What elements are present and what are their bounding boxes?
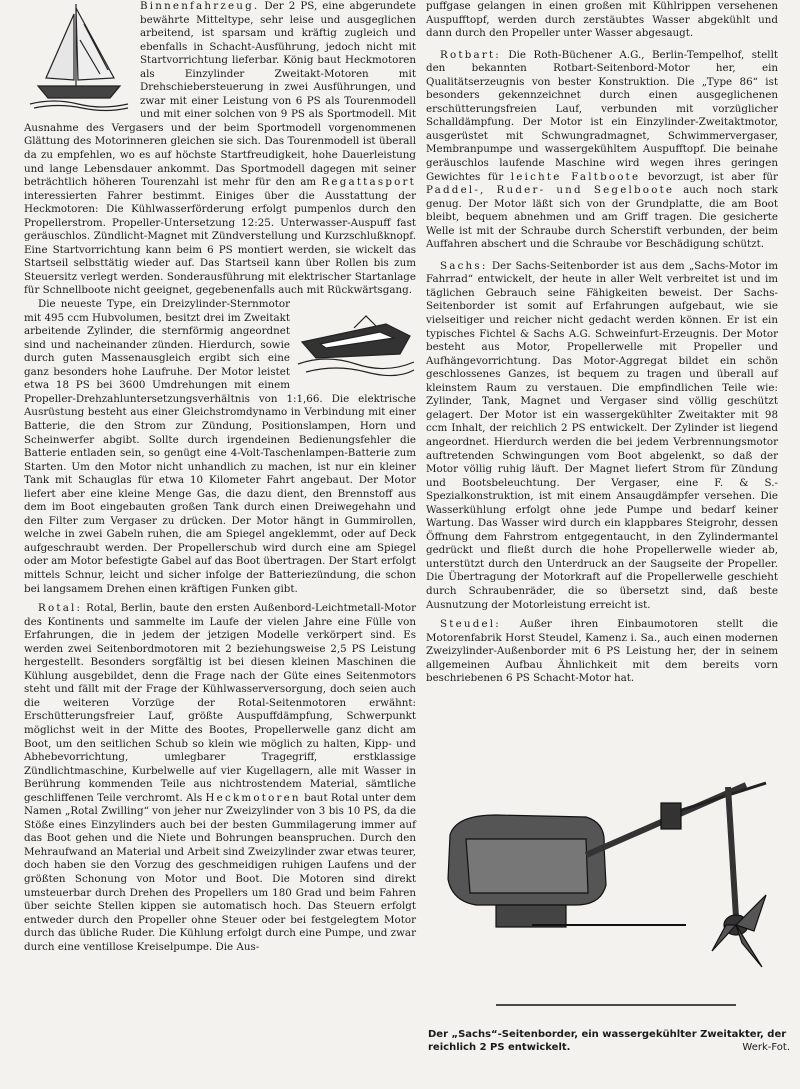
motorboat-illustration [296, 302, 416, 382]
left-column [24, 0, 416, 954]
paragraph-steudel: Außer ihren Einbaumotoren stellt die Motorenfabrik Horst Steudel, Kamenz i. Sa., auch einen modernen Zweizylinder-Außenborder mit 6 PS Leistung her, der in seinem allgemeinen Aufbau Ähnlichkeit mit dem bereits vorn beschriebenen 6 PS Schacht-Motor hat. [426, 618, 778, 685]
figure-caption: Der „Sachs“-Seitenborder, ein wassergekühlter Zweitakter, der reichlich 2 PS entwickelt. Werk-Fot. [428, 1029, 790, 1053]
emphasis-heckmotoren: Heckmotoren [205, 791, 301, 804]
paragraph-rotal: Rotal, Berlin, baute den ersten Außenbord-Leichtmetall-Motor des Kontinents und sammelte im Laufe der vielen Jahre eine Fülle von Erfahrungen, die in jedem der jetzigen Modelle verkörpert sind. Es werden zwei Seitenbordmotoren mit 2 beziehungsweise 2,5 PS Leistung hergestellt. Besonders sorgfältig ist bei diesen kleinen Maschinen die Kühlung ausgebildet, denn die Frage nach der Güte eines Seitenmotors steht und fällt mit der Frage der Kühlwasserversorgung, doch seien auch die weiteren Vorzüge der Rotal-Seitenmotoren erwähnt: Erschütterungsfreier Lauf, größte Auspuffdämpfung, Schwerpunkt möglichst weit in der Mitte des Bootes, Propellerwelle ganz dicht am Boot, um den seitlichen Schub so klein wie möglich zu halten, Kipp- und Abhebevorrichtung, umlegbarer Tragegriff, erstklassige Zündlichtmaschine, Kurbelwelle auf vier Kugellagern, alle mit Wasser in Berührung kommenden Teile aus nichtrostendem Material, sämtliche geschliffenen Teile verchromt. Als [24, 602, 416, 804]
emphasis-faltboote: leichte Faltboote [510, 170, 641, 183]
paragraph-rotbart: Die Roth-Büchener A.G., Berlin-Tempelhof, stellt den bekannten Rotbart-Seitenbord-Motor her, ein Qualitätserzeugnis von bester Konstruktion. Die „Type 86“ ist besonders gekennzeichnet durch einen ausgeglichenen erschütterungsfreien Lauf, verbunden mit vorzüglicher Schalldämpfung. Der Motor ist ein Einzylinder-Zweitaktmotor, ausgerüstet mit Schwungradmagnet, Schwimmervergaser, Membranpumpe und wassergekühltem Auspufftopf. Die beinahe geräuschlos laufende Maschine wird wegen ihres geringen Gewichtes für [426, 48, 778, 183]
paragraph-rotal-b: baut Rotal unter dem Namen „Rotal Zwilling“ von jeher nur Zweizylinder von 3 bis 10 PS, da die Stöße eines Einzylinders auch bei der besten Gummilagerung immer auf das Boot gehen und die Niete und Bohrungen beanspruchen. Durch den Mehraufwand an Material und Arbeit sind Zweizylinder zwar etwas teurer, doch haben sie den Vorzug des geschmeidigen ruhigen Laufens und der größten Schonung von Motor und Boot. Die Motoren sind direkt umsteuerbar durch Drehen des Propellers um 180 Grad und beim Fahren über seichte Stellen kippen sie automatisch hoch. Das Steuern erfolgt entweder durch den Propeller ohne Steuer oder bei festgelegtem Motor durch das übliche Ruder. Die Kühlung erfolgt durch eine Pumpe, und zwar durch eine ventillose Kreiselpumpe. Die Aus- [24, 791, 417, 953]
section-heading-rotal: Rotal: [38, 602, 83, 615]
sailboat-illustration [24, 0, 134, 112]
emphasis-regattasport: Regattasport [321, 176, 416, 189]
paragraph-binnenfahrzeug: Der 2 PS, eine abgerundete bewährte Mitteltype, sehr leise und ausgeglichen arbeitend, ist sparsam und kräftig zugleich und ebenfalls in Schacht-Ausführung, jedoch nicht mit Startvorrichtung lieferbar. König baut Heckmotoren als Einzylinder Zweitakt-Motoren mit Drehschiebersteuerung in zwei Ausführungen, und zwar mit einer Leistung von 6 PS als Tourenmodell und mit einer solchen von 9 PS als Sportmodell. Mit Ausnahme des Vergasers und der beim Sportmodell vorgenommenen Glättung des Motorinneren gleichen sie sich. Das Tourenmodell ist überall da zu empfehlen, wo es auf höchste Startfreudigkeit, hohe Dauerleistung und lange Lebensdauer ankommt. Das Sportmodell dagegen mit seiner beträchtlich höheren Tourenzahl ist mehr für den am [24, 0, 416, 189]
section-heading-steudel: Steudel: [440, 618, 501, 631]
outboard-motor-photo [436, 775, 776, 1025]
paragraph-continuation: puffgase gelangen in einen großen mit Kühlrippen versehenen Auspufftopf, werden durch zerstäubtes Wasser abgekühlt und dann durch den Propeller unter Wasser abgesaugt. [426, 0, 778, 40]
paragraph-binnenfahrzeug-tail: interessierten Fahrer bestimmt. Einiges über die Ausstattung der Heckmotoren: Die Kühlwasserförderung erfolgt pumpenlos durch den Propellerstrom. Propeller-Untersetzung 12:25. Unterwasser-Auspuff fast geräuschlos. Zündlicht-Magnet mit Zündverstellung und Kurzschlußknopf. Eine Startvorrichtung kann beim 6 PS montiert werden, sie wickelt das Startseil selbsttätig wieder auf. Das Startseil kann über Rollen bis zum Steuersitz verlegt werden. Sonderausführung mit elektrischer Startanlage für Schnellboote nicht geeignet, gegebenenfalls auch mit Rückwärtsgang. [24, 189, 416, 297]
section-heading-sachs: Sachs: [440, 259, 488, 272]
photo-credit: Werk-Fot. [742, 1042, 790, 1053]
right-column: puffgase gelangen in einen großen mit Kühlrippen versehenen Auspufftopf, werden durch zerstäubtes Wasser abgekühlt und dann durch den Propeller unter Wasser abgesaugt. Rotbart: Die Roth-Büchener A.G., Berlin-Tempelhof, stellt den bekannten Rotbart-Seitenbord-Motor her, ein Qualitätserzeugnis von bester Konstruktion. Die „Type 86“ ist besonders gekennzeichnet durch einen ausgeglichenen erschütterungsfreien Lauf, verbunden mit vorzüglicher Schalldämpfung. Der Motor ist ein Einzylinder-Zweitaktmotor, ausgerüstet mit Schwungradmagnet, Schwimmervergaser, Membranpumpe und wassergekühltem Auspufftopf. Die beinahe geräuschlos laufende Maschine wird wegen ihres geringen Gewichtes für leichte Faltboote bevorzugt, ist aber für Paddel-, Ruder- und Segelboote auch noch stark genug. Der Motor läßt sich von der Grundplatte, die am Boot bleibt, bequem abnehmen und am Griff tragen. Die gesicherte Welle ist mit der Schraube durch Scherstift verbunden, der beim Auffahren abschert und die Schraube vor Beschädigung schützt. Sachs: Der Sachs-Seitenborder ist aus dem „Sachs-Motor im Fahrrad“ entwickelt, der heute in aller Welt verbreitet ist und im täglichen Gebrauch seine Fähigkeiten beweist. Der Sachs-Seitenborder ist somit auf Erfahrungen aufgebaut, wie sie vielseitiger und reicher nicht gedacht werden können. Er ist ein typisches Fichtel & Sachs A.G. Schweinfurt-Erzeugnis. Der Motor besteht aus Motor, Propellerwelle mit Propeller und Aufhängevorrichtung. Das Motor-Aggregat bildet ein schön geschlossenes Ganzes, ist bequem zu tragen und überall auf kleinstem Raum zu verstauen. Die empfindlichen Teile wie: Zylinder, Tank, Magnet und Vergaser sind völlig geschützt gelagert. Der Motor ist ein wassergekühlter Zweitakter mit 98 ccm Inhalt, der reichlich 2 PS entwickelt. Der Zylinder ist liegend angeordnet. Hierdurch werden die bei jedem Verbrennungsmotor auftretenden Schwingungen vom Boot abgelenkt, so daß der Motor völlig ruhig läuft. Der Magnet liefert Strom für Zündung und Bootsbeleuchtung. Der Vergaser, eine F. & S.-Spezialkonstruktion, ist mit einem Ansaugdämpfer versehen. Die Wasserkühlung erfolgt ohne jede Pumpe und bedarf keiner Wartung. Das Wasser wird durch ein klappbares Steigrohr, dessen Öffnung dem Fahrstrom entgegentaucht, in den Zylindermantel gedrückt und fließt durch die hohe Propellerwelle wieder ab, unterstützt durch den Unterdruck an der Saugseite der Propeller. Die Übertragung der Motorkraft auf die Propellerwelle geschieht durch Schraubenräder, die so übersetzt sind, daß beste Ausnutzung der Motorleistung erreicht ist. Steudel: Außer ihren Einbaumotoren stellt die Motorenfabrik Horst Steudel, Kamenz i. Sa., auch einen modernen Zweizylinder-Außenborder mit 6 PS Leistung her, der in seinem allgemeinen Aufbau Ähnlichkeit mit dem bereits vorn beschriebenen 6 PS Schacht-Motor hat. [426, 0, 778, 685]
section-heading-binnenfahrzeug: Binnenfahrzeug. [140, 0, 260, 12]
emphasis-paddelboote: Paddel-, Ruder- und Segelboote [426, 184, 675, 197]
section-heading-rotbart: Rotbart: [440, 48, 501, 61]
paragraph-sachs: Der Sachs-Seitenborder ist aus dem „Sachs-Motor im Fahrrad“ entwickelt, der heute in aller Welt verbreitet ist und im täglichen Gebrauch seine Fähigkeiten beweist. Der Sachs-Seitenborder ist somit auf Erfahrungen aufgebaut, wie sie vielseitiger und reicher nicht gedacht werden können. Er ist ein typisches Fichtel & Sachs A.G. Schweinfurt-Erzeugnis. Der Motor besteht aus Motor, Propellerwelle mit Propeller und Aufhängevorrichtung. Das Motor-Aggregat bildet ein schön geschlossenes Ganzes, ist bequem zu tragen und überall auf kleinstem Raum zu verstauen. Die empfindlichen Teile wie: Zylinder, Tank, Magnet und Vergaser sind völlig geschützt gelagert. Der Motor ist ein wassergekühlter Zweitakter mit 98 ccm Inhalt, der reichlich 2 PS entwickelt. Der Zylinder ist liegend angeordnet. Hierdurch werden die bei jedem Verbrennungsmotor auftretenden Schwingungen vom Boot abgelenkt, so daß der Motor völlig ruhig läuft. Der Magnet liefert Strom für Zündung und Bootsbeleuchtung. Der Vergaser, eine F. & S.-Spezialkonstruktion, ist mit einem Ansaugdämpfer versehen. Die Wasserkühlung erfolgt ohne jede Pumpe und bedarf keiner Wartung. Das Wasser wird durch ein klappbares Steigrohr, dessen Öffnung dem Fahrstrom entgegentaucht, in den Zylindermantel gedrückt und fließt durch die hohe Propellerwelle wieder ab, unterstützt durch den Unterdruck an der Saugseite der Propeller. Die Übertragung der Motorkraft auf die Propellerwelle geschieht durch Schraubenräder, die so übersetzt sind, daß beste Ausnutzung der Motorleistung erreicht ist. [426, 259, 778, 611]
paragraph-sternmotor: Die neueste Type, ein Dreizylinder-Sternmotor mit 495 ccm Hubvolumen, besitzt drei im Zweitakt arbeitende Zylinder, die sternförmig angeordnet sind und nacheinander zünden. Hierdurch, sowie durch guten Massenausgleich ergibt sich eine ganz besonders hohe Laufruhe. Der Motor leistet etwa 18 PS bei 3600 Umdrehungen mit einem Propeller-Drehzahluntersetzungsverhältnis von 1:1,66. Die elektrische Ausrüstung besteht aus einer Gleichstromdynamo in Verbindung mit einer Batterie, die den Strom zur Zündung, Positionslampen, Horn und Scheinwerfer abgibt. Sollte durch irgendeinen Bedienungsfehler die Batterie entladen sein, so genügt eine 4-Volt-Taschenlampen-Batterie zum Starten. Um den Motor nicht unhandlich zu machen, ist nur ein kleiner Tank mit Schauglas für etwa 10 Kilometer Fahrt angebaut. Der Motor liefert aber eine kleine Menge Gas, die dazu dient, den Brennstoff aus dem im Boot eingebauten großen Tank durch einen Dreiwegehahn und den Filter zum Vergaser zu drücken. Der Motor hängt in Gummirollen, welche in zwei Gabeln ruhen, die am Spiegel angeklemmt, oder auf Deck aufgeschraubt werden. Der Propellerschub wird durch eine am Spiegel oder am Motor befestigte Gabel auf das Boot übertragen. Der Start erfolgt mittels Schnur, leicht und sicher infolge der Batteriezündung, die schon bei langsamem Drehen einen kräftigen Funken gibt. [24, 298, 416, 595]
